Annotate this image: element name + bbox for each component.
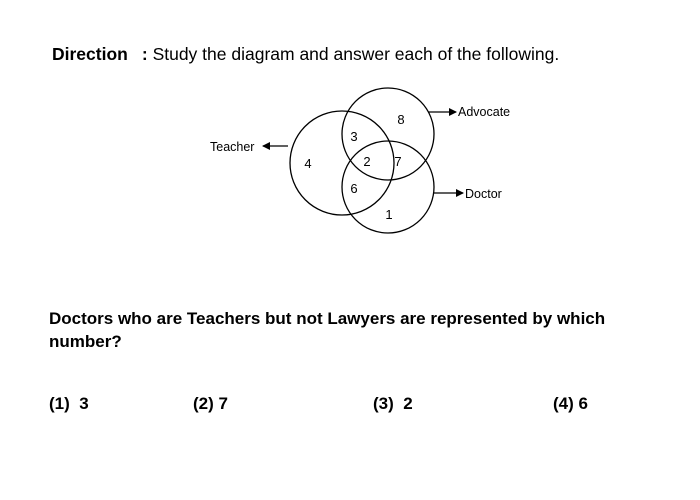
option-2-number: (2) [193,394,214,413]
option-3[interactable] [373,394,413,414]
option-2[interactable] [193,394,228,414]
region-teacher-only: 4 [304,156,312,171]
option-4[interactable] [553,394,588,414]
direction-label: Direction [52,44,128,64]
question-text: Doctors who are Teachers but not Lawyers are represented by which number? [49,309,606,351]
option-4-number: (4) [553,394,574,413]
region-advocate-only: 8 [397,112,405,127]
region-teacher-advocate: 3 [350,129,358,144]
option-1-number: (1) [49,394,70,413]
option-3-number: (3) [373,394,394,413]
direction-colon: : [141,44,148,64]
advocate-label: Advocate [458,105,511,119]
option-4-value: 6 [578,394,588,413]
doctor-label: Doctor [465,187,502,201]
region-doctor-only: 1 [385,207,393,222]
option-3-value: 2 [403,394,413,413]
option-1-value: 3 [79,394,89,413]
region-all-three: 2 [363,154,371,169]
region-advocate-doctor: 7 [394,154,402,169]
teacher-label: Teacher [210,140,255,154]
direction-text: Study the diagram and answer each of the following. [152,44,560,64]
option-2-value: 7 [218,394,228,413]
region-teacher-doctor: 6 [350,181,358,196]
option-1[interactable] [49,394,89,414]
